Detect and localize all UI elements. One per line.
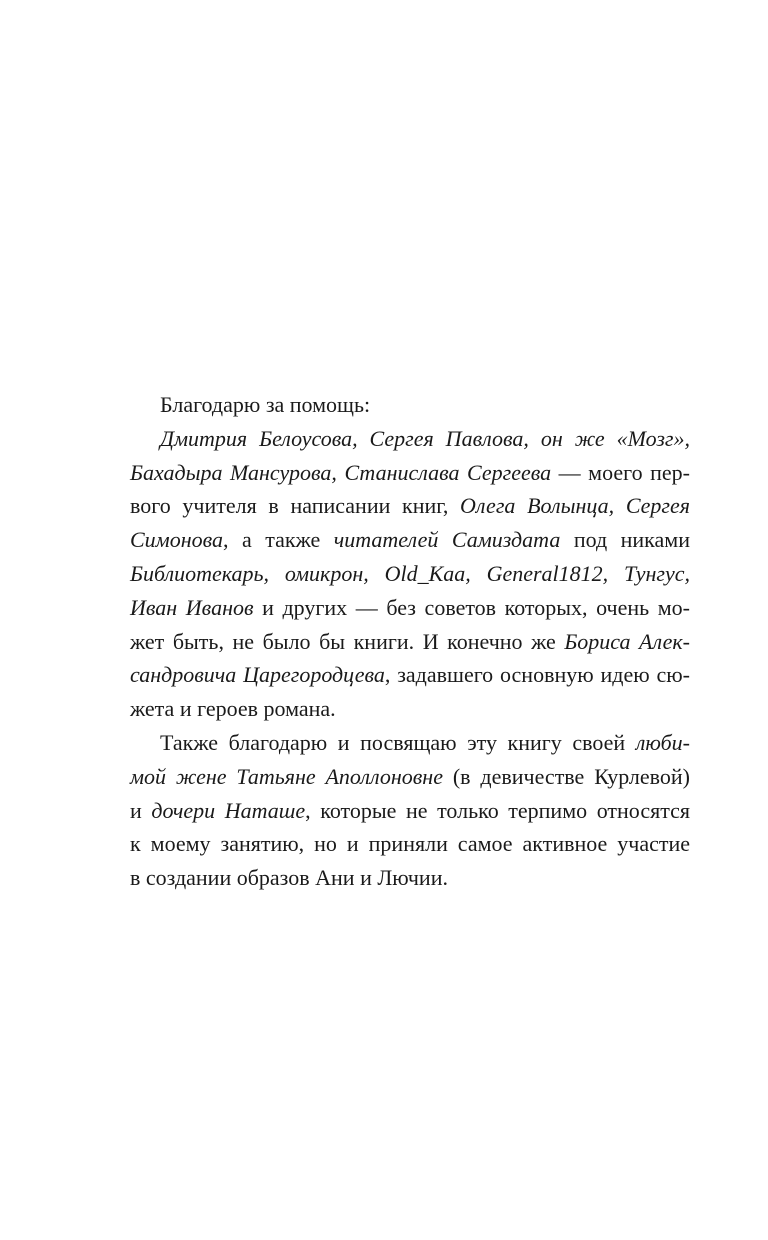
text-run: — моего пер- <box>551 459 690 485</box>
text-run: , которые не только терпимо относятся <box>305 797 690 823</box>
italic-text-run: мой жене Татьяне Аполлоновне <box>130 763 443 789</box>
italic-text-run: дочери Наташе <box>151 797 306 823</box>
text-run: под никами <box>560 527 690 553</box>
text-line <box>130 861 690 895</box>
text-run: и других — без советов которых, очень мо- <box>253 594 691 620</box>
text-line <box>130 557 690 591</box>
text-line <box>130 523 690 557</box>
italic-text-run: Библиотекарь, омикрон, Old_Kaa, General1812, Тунгус, <box>130 560 690 586</box>
text-line <box>130 489 690 523</box>
text-line <box>130 591 690 625</box>
acknowledgements-heading: Благодарю за помощь: <box>160 392 371 417</box>
text-run: жета и героев романа. <box>130 696 336 722</box>
text-line <box>130 658 690 692</box>
text-run: Также благодарю и посвящаю эту книгу своей <box>160 729 636 755</box>
text-run: жет быть, не было бы книги. И конечно же <box>130 628 565 654</box>
text-run: , а также <box>223 527 334 553</box>
text-line <box>130 827 690 861</box>
italic-text-run: Бахадыра Мансурова, Станислава Сергеева <box>130 459 552 485</box>
italic-text-run: Дмитрия Белоусова, Сергея Павлова, он же «Мозг», <box>160 425 690 451</box>
text-run: вого учителя в написании книг, <box>130 493 461 519</box>
italic-text-run: люби- <box>635 729 690 755</box>
text-line <box>130 456 690 490</box>
text-run: и <box>130 797 152 823</box>
italic-text-run: Олега Волынца, Сергея <box>460 493 691 519</box>
italic-text-run: Бориса Алек- <box>564 628 690 654</box>
text-run: (в девичестве Курлевой) <box>442 763 691 789</box>
italic-text-run: сандровича Царегородцева <box>130 662 385 688</box>
italic-text-run: Симонова <box>130 527 224 553</box>
acknowledgements-paragraph-1 <box>130 422 690 726</box>
italic-text-run: читателей Самиздата <box>333 527 561 553</box>
acknowledgements-text <box>130 388 690 895</box>
text-line <box>130 625 690 659</box>
text-line <box>130 760 690 794</box>
text-line <box>130 422 690 456</box>
text-line <box>130 692 690 726</box>
text-run: , задавшего основную идею сю- <box>384 662 690 688</box>
italic-text-run: Иван Иванов <box>130 594 254 620</box>
text-run: в создании образов Ани и Лючии. <box>130 865 448 891</box>
acknowledgements-paragraph-2 <box>130 726 690 895</box>
text-run: к моему занятию, но и приняли самое активное участие <box>130 831 690 857</box>
text-line <box>130 794 690 828</box>
text-line <box>130 726 690 760</box>
